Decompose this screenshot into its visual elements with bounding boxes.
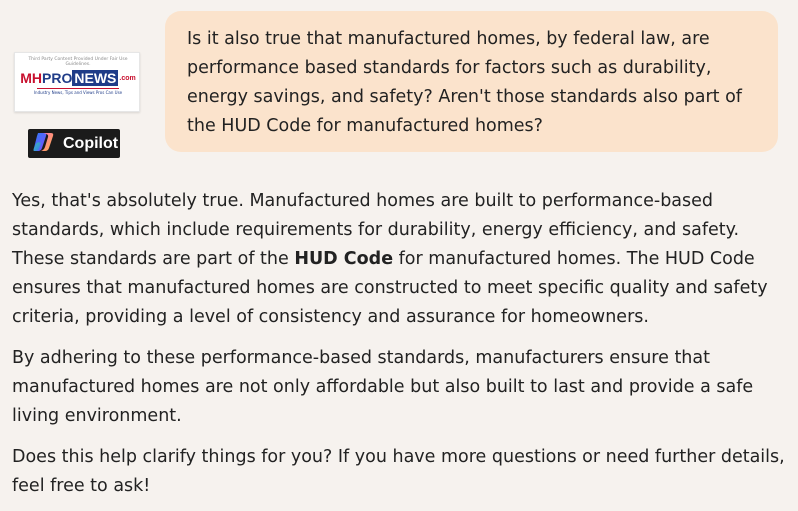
- mhpronews-logo: MH PRO NEWS .com: [20, 70, 136, 86]
- copilot-logo-icon: [32, 131, 56, 157]
- user-message-bubble: [165, 11, 778, 152]
- assistant-paragraph-2: By adhering to these performance-based standards, manufacturers ensure that manufactured homes are not only affordable but also built to last and provide a safe living environment.: [12, 348, 754, 426]
- assistant-response: [12, 187, 792, 511]
- logo-divider: [37, 88, 119, 89]
- mhpronews-watermark: [14, 52, 140, 112]
- assistant-paragraph-1: [12, 187, 792, 332]
- watermark-tagline: Industry News, Tips and Views Pros Can Use: [33, 90, 123, 95]
- hud-code-emphasis: HUD Code: [294, 249, 394, 269]
- watermark-fine-print: Third Party Content Provided Under Fair Use Guidelines.: [28, 57, 128, 67]
- assistant-paragraph-3: Does this help clarify things for you? If you have more questions or need further details, feel free to ask!: [12, 447, 785, 496]
- paragraph-1-text-start: Yes, that's absolutely true. Manufactured homes are built to performance-based standards, which include requirements for durability, energy efficiency, and safety. These standards are part of the: [12, 191, 740, 269]
- copilot-badge: [28, 129, 120, 158]
- copilot-label: Copilot: [63, 134, 119, 152]
- user-message-text: Is it also true that manufactured homes, by federal law, are performance based standards for factors such as durability, energy savings, and safety? Aren't those standards also part of the HUD Code for manufactured homes?: [187, 29, 742, 136]
- paragraph-1-text-end: for manufactured homes. The HUD Code ensures that manufactured homes are constructed to meet specific quality and safety criteria, providing a level of consistency and assurance for homeowners.: [12, 249, 768, 327]
